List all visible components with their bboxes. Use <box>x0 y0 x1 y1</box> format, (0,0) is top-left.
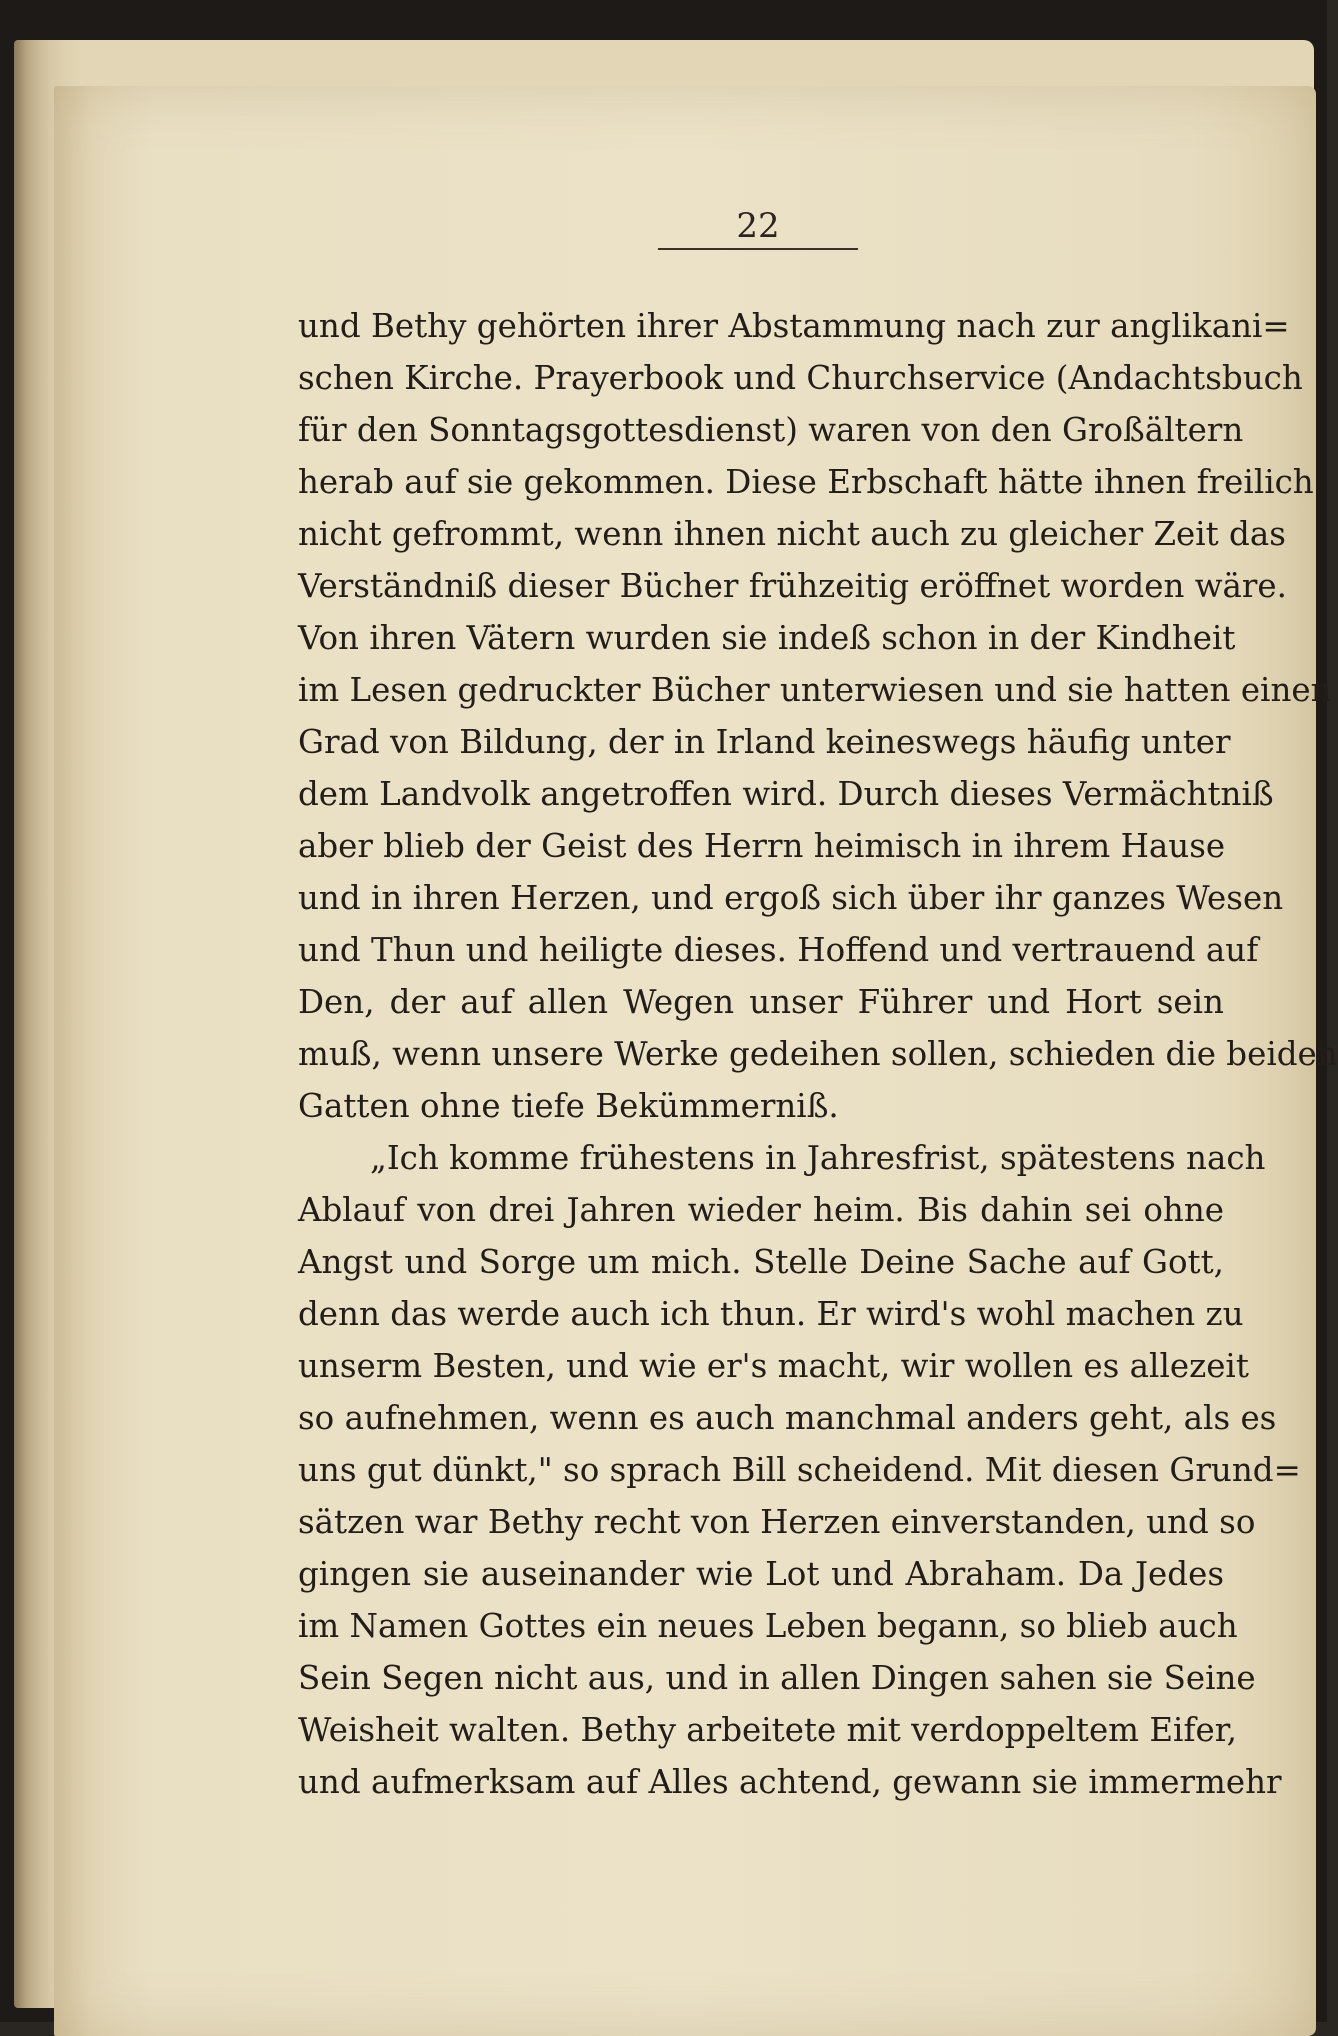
text-line: und in ihren Herzen, und ergoß sich über ihr ganzes Wesen <box>298 879 1284 917</box>
text-line: schen Kirche. Prayerbook und Churchservice (Andachtsbuch <box>298 359 1303 397</box>
text-line: Grad von Bildung, der in Irland keineswegs häufig unter <box>298 723 1231 761</box>
text-line: Ablauf von drei Jahren wieder heim. Bis dahin sei ohne <box>298 1191 1224 1229</box>
text-line: sätzen war Bethy recht von Herzen einverstanden, und so <box>298 1503 1256 1541</box>
text-line: und Bethy gehörten ihrer Abstammung nach zur anglikani= <box>298 307 1290 345</box>
text-line: und Thun und heiligte dieses. Hoffend und vertrauend auf <box>298 931 1259 969</box>
text-line: und aufmerksam auf Alles achtend, gewann sie immermehr <box>298 1763 1282 1801</box>
text-line: im Namen Gottes ein neues Leben begann, so blieb auch <box>298 1607 1238 1645</box>
page-number: 22 <box>736 206 780 246</box>
text-line: aber blieb der Geist des Herrn heimisch in ihrem Hause <box>298 827 1226 865</box>
text-line: Angst und Sorge um mich. Stelle Deine Sache auf Gott, <box>298 1243 1224 1281</box>
body-text <box>298 300 1338 1808</box>
text-line: im Lesen gedruckter Bücher unterwiesen und sie hatten einen <box>298 671 1332 709</box>
text-line: gingen sie auseinander wie Lot und Abraham. Da Jedes <box>298 1555 1224 1593</box>
text-line: Von ihren Vätern wurden sie indeß schon in der Kindheit <box>298 619 1236 657</box>
text-line: uns gut dünkt," so sprach Bill scheidend. Mit diesen Grund= <box>298 1451 1301 1489</box>
text-line: Den, der auf allen Wegen unser Führer und Hort sein <box>298 983 1224 1021</box>
page-number-rule <box>658 248 858 250</box>
text-line: Weisheit walten. Bethy arbeitete mit verdoppeltem Eifer, <box>298 1711 1238 1749</box>
text-line: Sein Segen nicht aus, und in allen Dingen sahen sie Seine <box>298 1659 1256 1697</box>
text-line: denn das werde auch ich thun. Er wird's wohl machen zu <box>298 1295 1244 1333</box>
text-line: Verständniß dieser Bücher frühzeitig eröffnet worden wäre. <box>298 567 1287 605</box>
text-line: herab auf sie gekommen. Diese Erbschaft hätte ihnen freilich <box>298 463 1314 501</box>
text-line: so aufnehmen, wenn es auch manchmal anders geht, als es <box>298 1399 1277 1437</box>
text-line: muß, wenn unsere Werke gedeihen sollen, schieden die beiden <box>298 1035 1338 1073</box>
text-line: dem Landvolk angetroffen wird. Durch dieses Vermächtniß <box>298 775 1274 813</box>
paragraph-start-line: „Ich komme frühestens in Jahresfrist, spätestens nach <box>370 1139 1266 1177</box>
text-line: unserm Besten, und wie er's macht, wir wollen es allezeit <box>298 1347 1249 1385</box>
paragraph-end-line: Gatten ohne tiefe Bekümmerniß. <box>298 1087 839 1125</box>
text-line: für den Sonntagsgottesdienst) waren von den Großältern <box>298 411 1244 449</box>
text-line: nicht gefrommt, wenn ihnen nicht auch zu gleicher Zeit das <box>298 515 1286 553</box>
